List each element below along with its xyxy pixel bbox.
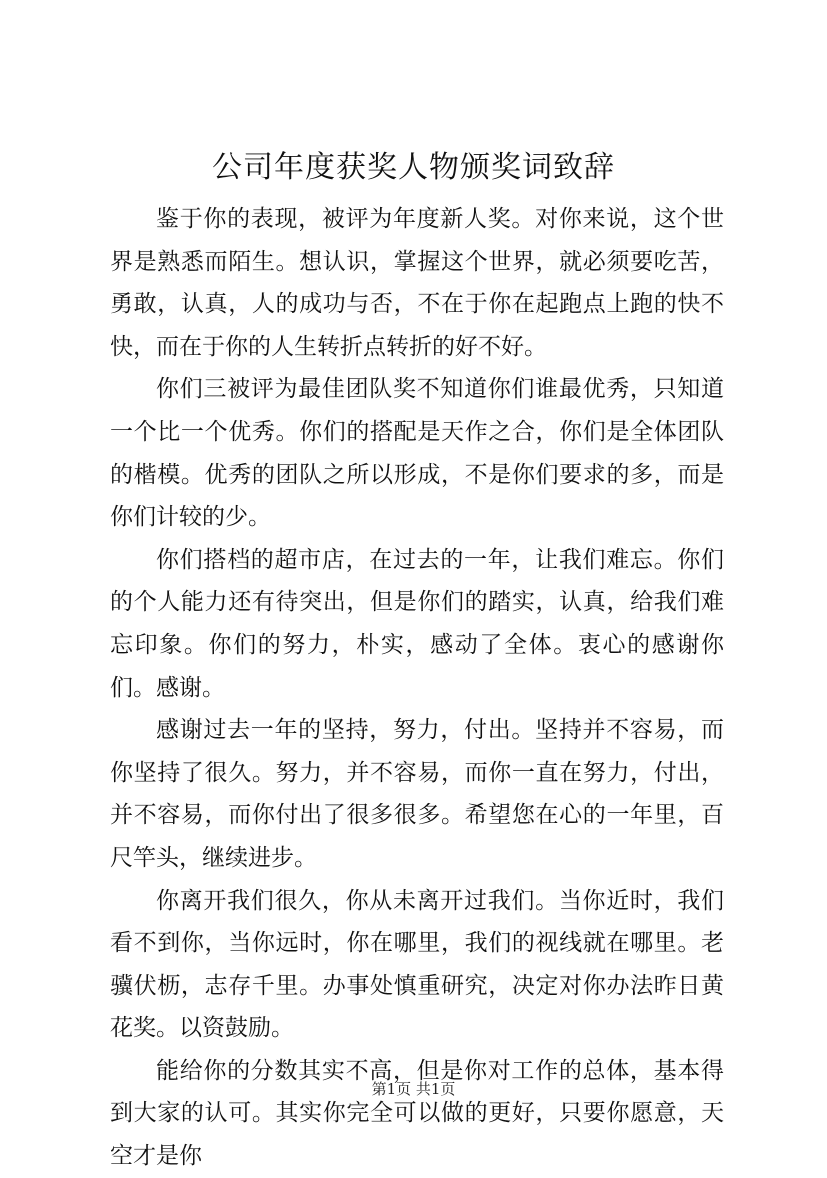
document-body — [110, 198, 724, 1178]
paragraph: 你离开我们很久，你从未离开过我们。当你近时，我们看不到你，当你远时，你在哪里，我们的视线就在哪里。老骥伏枥，志存千里。办事处慎重研究，决定对你办法昨日黄花奖。以资鼓励。 — [110, 887, 724, 1042]
document-title: 公司年度获奖人物颁奖词致辞 — [212, 150, 615, 185]
paragraph: 感谢过去一年的坚持，努力，付出。坚持并不容易，而你坚持了很久。努力，并不容易，而你一直在努力，付出，并不容易，而你付出了很多很多。希望您在心的一年里，百尺竿头，继续进步。 — [110, 717, 724, 871]
paragraph: 你们三被评为最佳团队奖不知道你们谁最优秀，只知道一个比一个优秀。你们的搭配是天作之合，你们是全体团队的楷模。优秀的团队之所以形成，不是你们要求的多，而是你们计较的少。 — [110, 376, 724, 531]
paragraph: 你们搭档的超市店，在过去的一年，让我们难忘。你们的个人能力还有待突出，但是你们的踏实，认真，给我们难忘印象。你们的努力，朴实，感动了全体。衷心的感谢你们。感谢。 — [110, 546, 724, 701]
paragraph: 鉴于你的表现，被评为年度新人奖。对你来说，这个世界是熟悉而陌生。想认识，掌握这个世界，就必须要吃苦，勇敢，认真，人的成功与否，不在于你在起跑点上跑的快不快，而在于你的人生转折点转折的好不好。 — [110, 206, 724, 360]
paragraph: 能给你的分数其实不高，但是你对工作的总体，基本得到大家的认可。其实你完全可以做的更好，只要你愿意，天空才是你 — [110, 1057, 724, 1170]
page-footer: 第1页 共1页 — [371, 1080, 456, 1098]
